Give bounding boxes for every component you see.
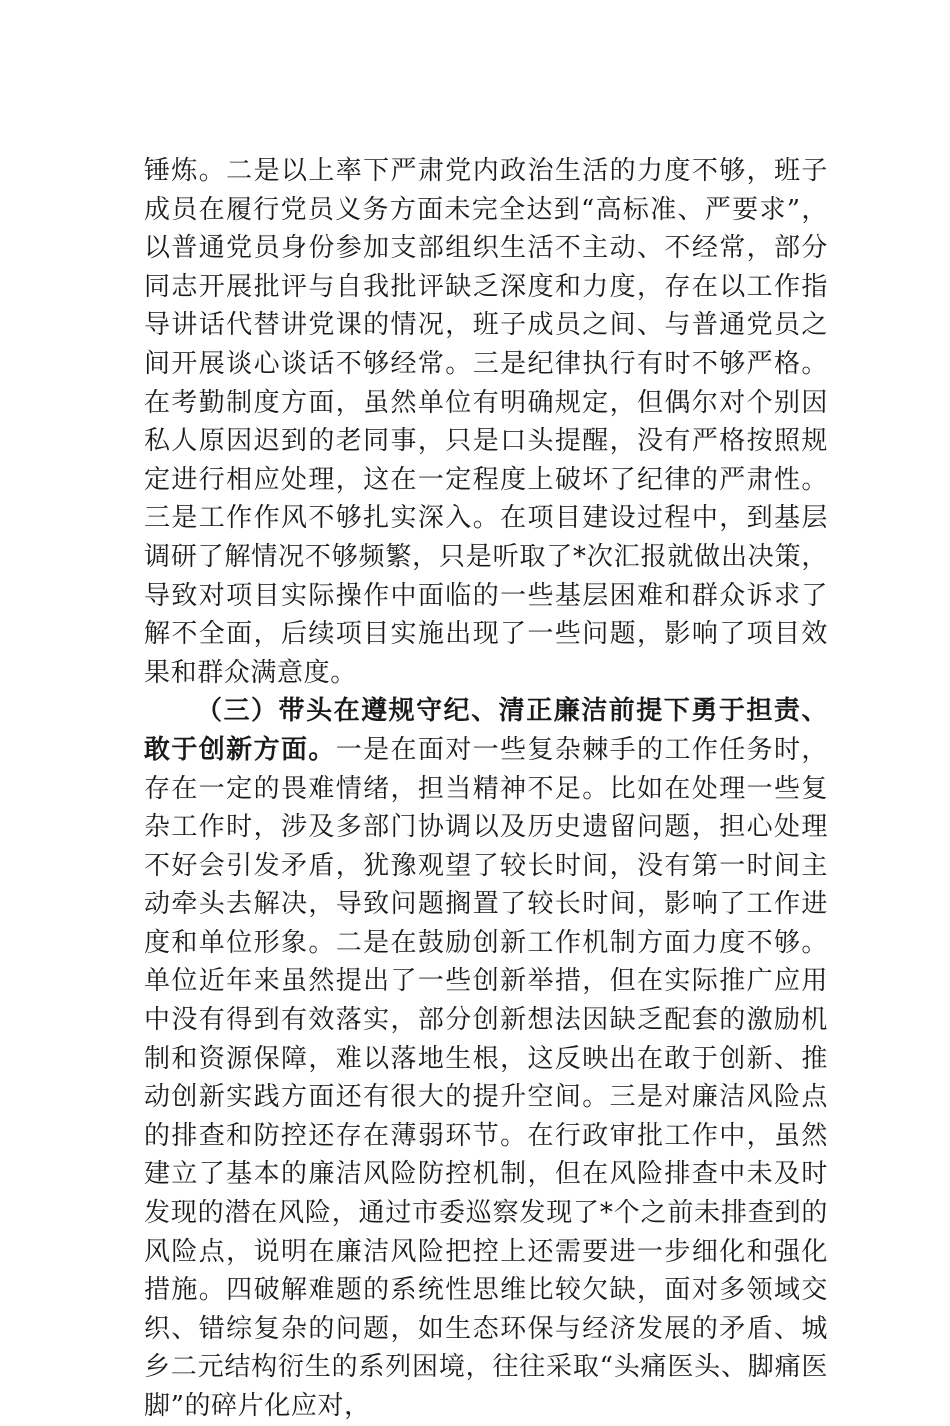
paragraph-responsibility-innovation	[144, 692, 828, 1425]
section-heading: （三）带头在遵规守纪、清正廉洁前提下勇于担责、敢于创新方面。	[144, 696, 828, 765]
paragraph-discipline	[144, 152, 828, 692]
paragraph-text: 锤炼。二是以上率下严肃党内政治生活的力度不够，班子成员在履行党员义务方面未完全达到“高标准、严要求”，以普通党员身份参加支部组织生活不主动、不经常，部分同志开展批评与自我批评缺乏深度和力度，存在以工作指导讲话代替讲党课的情况，班子成员之间、与普通党员之间开展谈心谈话不够经常。三是纪律执行有时不够严格。在考勤制度方面，虽然单位有明确规定，但偶尔对个别因私人原因迟到的老同事，只是口头提醒，没有严格按照规定进行相应处理，这在一定程度上破坏了纪律的严肃性。三是工作作风不够扎实深入。在项目建设过程中，到基层调研了解情况不够频繁，只是听取了*次汇报就做出决策，导致对项目实际操作中面临的一些基层困难和群众诉求了解不全面，后续项目实施出现了一些问题，影响了项目效果和群众满意度。	[144, 156, 828, 688]
document-body	[144, 152, 828, 1426]
paragraph-text: 一是在面对一些复杂棘手的工作任务时，存在一定的畏难情绪，担当精神不足。比如在处理一些复杂工作时，涉及多部门协调以及历史遗留问题，担心处理不好会引发矛盾，犹豫观望了较长时间，没有第一时间主动牵头去解决，导致问题搁置了较长时间，影响了工作进度和单位形象。二是在鼓励创新工作机制方面力度不够。单位近年来虽然提出了一些创新举措，但在实际推广应用中没有得到有效落实，部分创新想法因缺乏配套的激励机制和资源保障，难以落地生根，这反映出在敢于创新、推动创新实践方面还有很大的提升空间。三是对廉洁风险点的排查和防控还存在薄弱环节。在行政审批工作中，虽然建立了基本的廉洁风险防控机制，但在风险排查中未及时发现的潜在风险，通过市委巡察发现了*个之前未排查到的风险点，说明在廉洁风险把控上还需要进一步细化和强化措施。四破解难题的系统性思维比较欠缺，面对多领域交织、错综复杂的问题，如生态环保与经济发展的矛盾、城乡二元结构衍生的系列困境，往往采取“头痛医头、脚痛医脚”的碎片化应对，	[144, 734, 828, 1421]
